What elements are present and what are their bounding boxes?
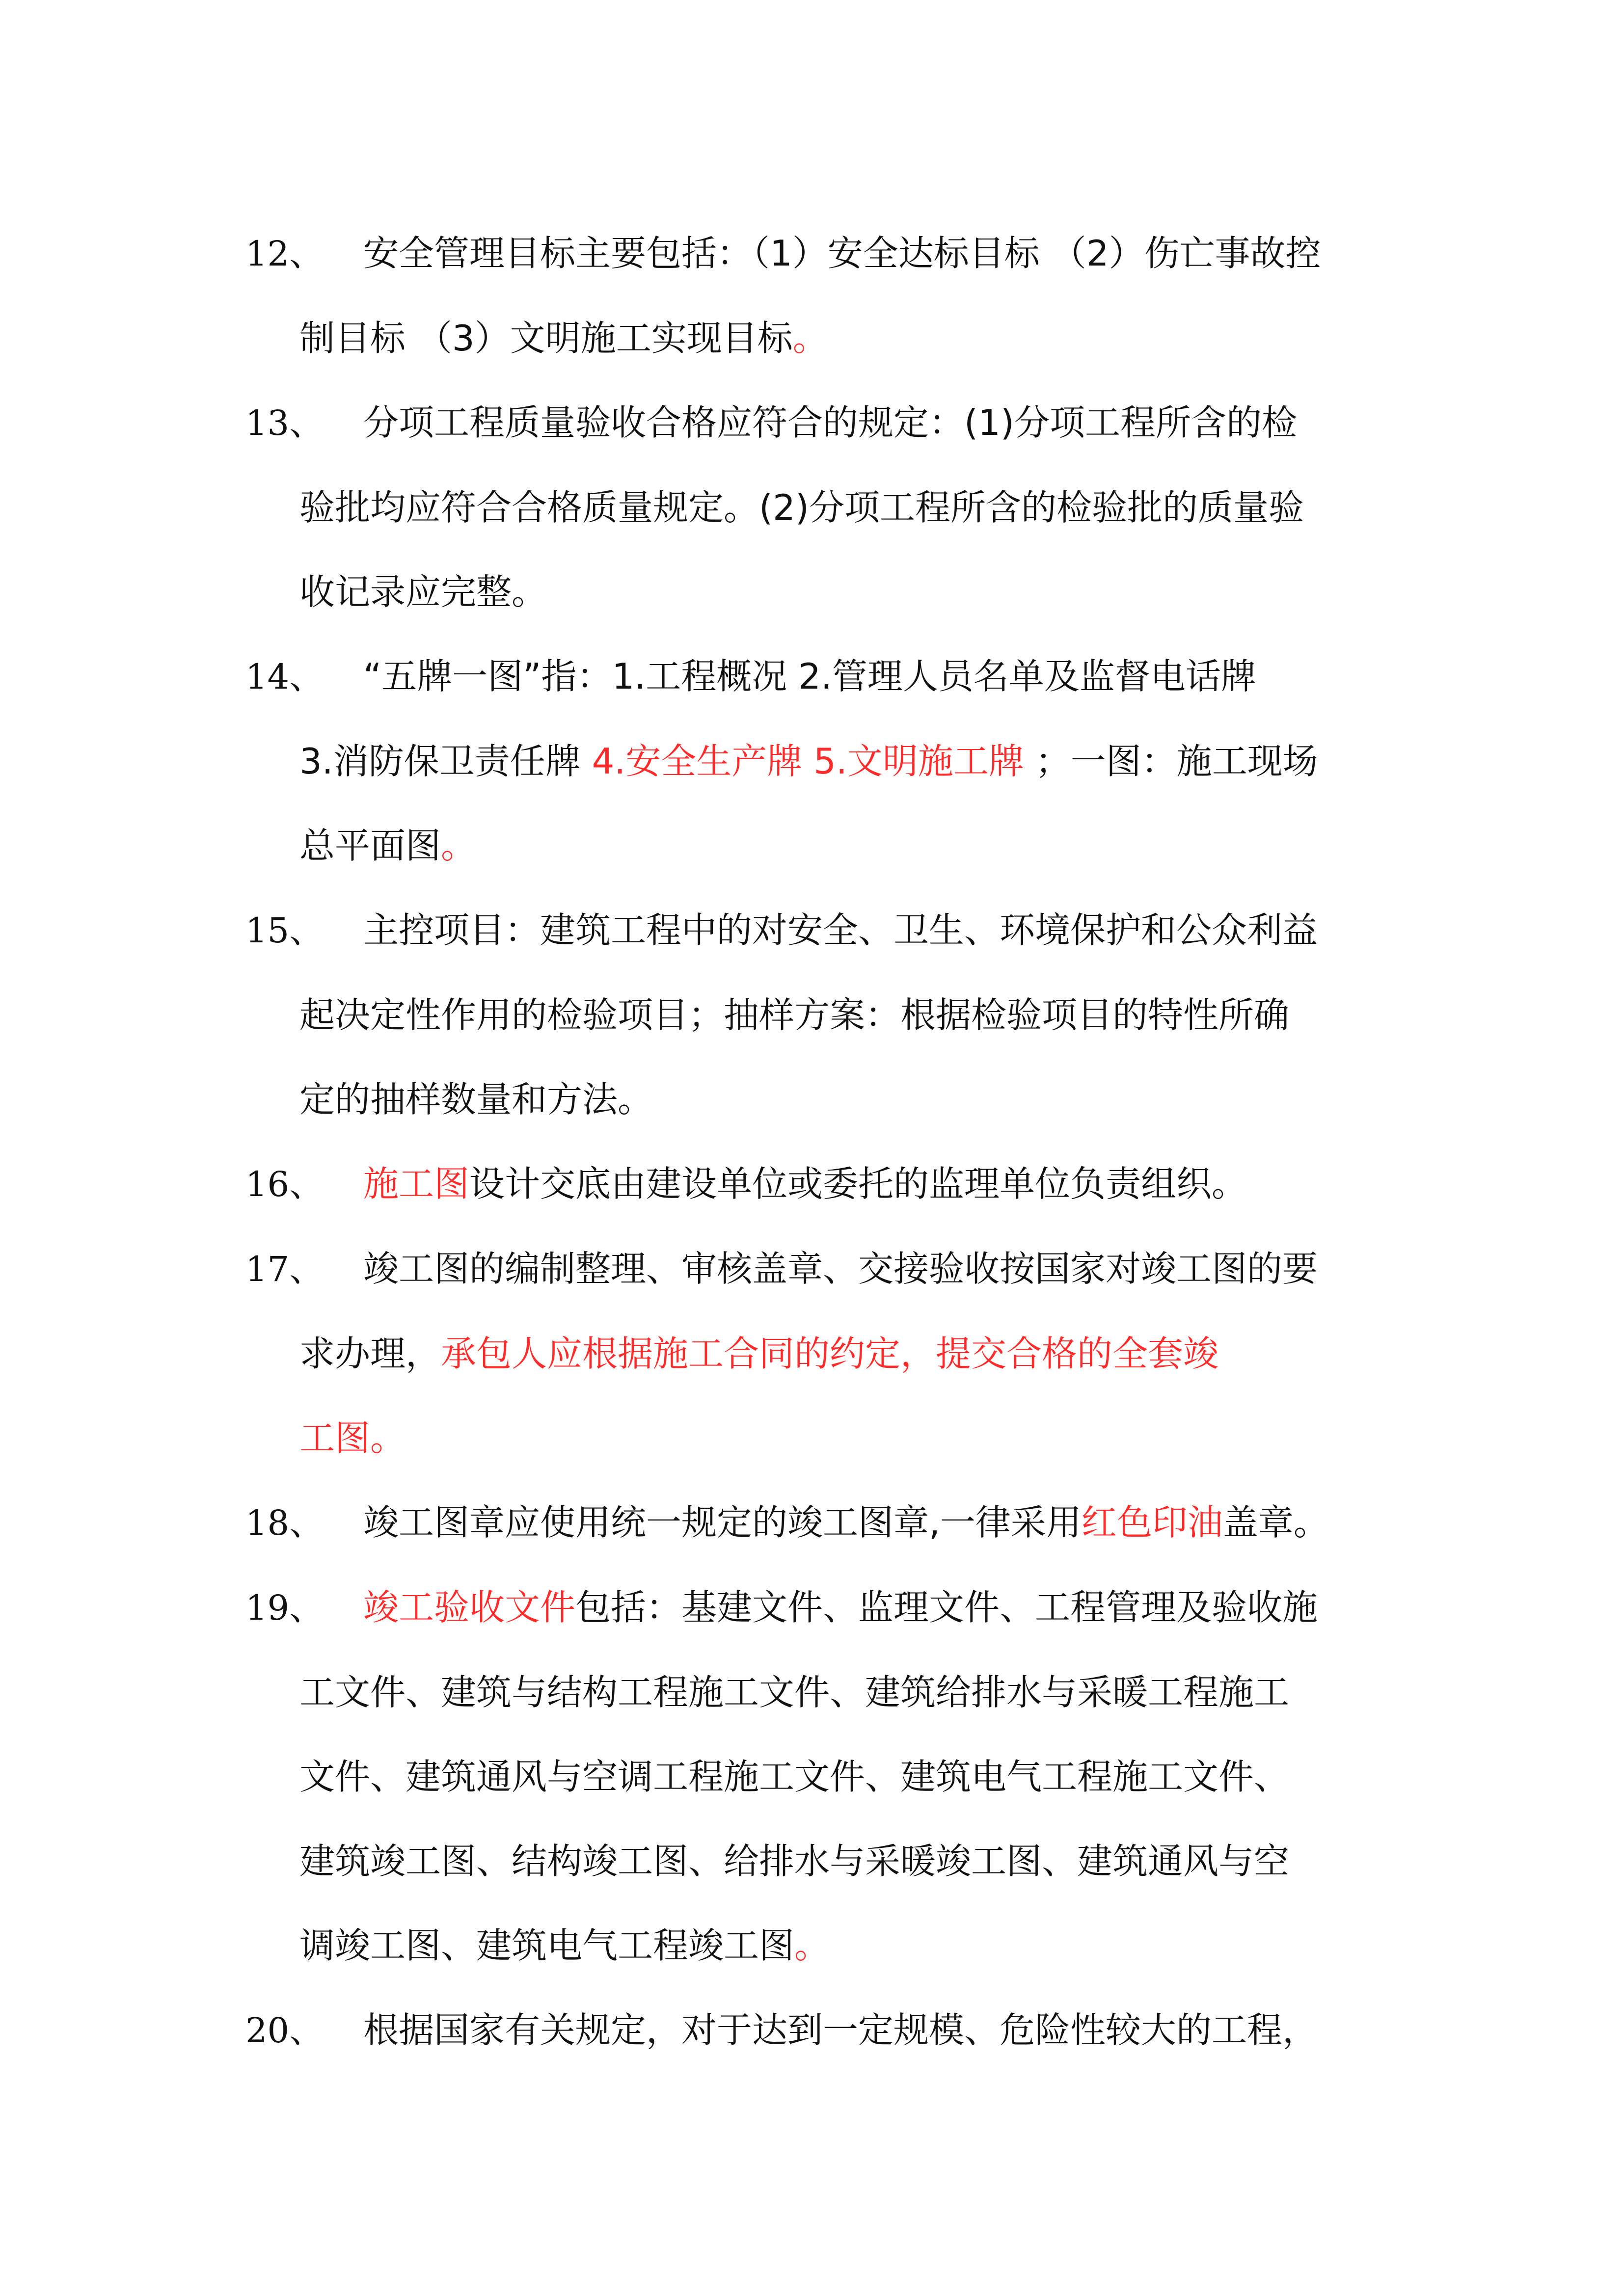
item-number: 19、 xyxy=(245,1588,324,1628)
list-item-line xyxy=(245,634,1414,719)
item-number: 15、 xyxy=(245,910,324,951)
item-text: 竣工图的编制整理、审核盖章、交接验收按国家对竣工图的要 xyxy=(363,1248,1318,1289)
list-item-line xyxy=(245,1311,1414,1396)
item-text: 收记录应完整。 xyxy=(299,571,547,613)
list-item-line xyxy=(245,888,1414,973)
list-item-line xyxy=(245,1057,1414,1142)
list-item-line xyxy=(245,719,1414,803)
list-item-line xyxy=(245,1480,1414,1565)
item-number: 14、 xyxy=(245,657,324,697)
item-text: 文件、建筑通风与空调工程施工文件、建筑电气工程施工文件、 xyxy=(299,1756,1290,1797)
list-item-line xyxy=(245,1396,1414,1480)
list-item xyxy=(245,1480,1414,1565)
list-item-line xyxy=(245,1650,1414,1735)
item-text: 起决定性作用的检验项目；抽样方案：根据检验项目的特性所确 xyxy=(299,994,1290,1036)
item-text: 主控项目：建筑工程中的对安全、卫生、环境保护和公众利益 xyxy=(363,909,1318,951)
item-text: 验批均应符合合格质量规定。(2)分项工程所含的检验批的质量验 xyxy=(299,487,1304,528)
list-item xyxy=(245,634,1414,888)
item-number: 16、 xyxy=(245,1164,324,1204)
list-item-line xyxy=(245,1903,1414,1988)
highlighted-text: 。 xyxy=(441,825,477,866)
list-item xyxy=(245,888,1414,1142)
list-item xyxy=(245,1142,1414,1227)
numbered-list xyxy=(245,211,1414,2073)
list-item-line xyxy=(245,465,1414,550)
list-item xyxy=(245,211,1414,380)
list-item-line xyxy=(245,211,1414,296)
highlighted-text: 4.安全生产牌 5.文明施工牌 xyxy=(592,741,1024,782)
list-item xyxy=(245,1565,1414,1988)
list-item-line xyxy=(245,803,1414,888)
item-text: 3.消防保卫责任牌 xyxy=(299,741,592,782)
item-text: 盖章。 xyxy=(1222,1502,1329,1543)
item-text: 求办理， xyxy=(299,1333,441,1374)
list-item-line xyxy=(245,1988,1414,2073)
item-text: 设计交底由建设单位或委托的监理单位负责组织。 xyxy=(469,1163,1247,1204)
list-item-line xyxy=(245,1227,1414,1311)
list-item-line xyxy=(245,550,1414,634)
item-number: 13、 xyxy=(245,403,324,443)
item-text: 根据国家有关规定，对于达到一定规模、危险性较大的工程， xyxy=(363,2009,1318,2051)
highlighted-text: 红色印油 xyxy=(1081,1502,1223,1543)
list-item-line xyxy=(245,973,1414,1057)
item-text: 总平面图 xyxy=(299,825,441,866)
list-item-line xyxy=(245,1142,1414,1227)
item-text: “五牌一图”指：1.工程概况 2.管理人员名单及监督电话牌 xyxy=(363,656,1256,697)
highlighted-text: 竣工验收文件 xyxy=(363,1587,576,1628)
item-text: 制目标 （3）文明施工实现目标 xyxy=(299,318,793,359)
highlighted-text: 工图。 xyxy=(299,1417,406,1459)
item-text: ；一图：施工现场 xyxy=(1024,741,1318,782)
item-number: 20、 xyxy=(245,2010,324,2051)
list-item-line xyxy=(245,380,1414,465)
item-number: 17、 xyxy=(245,1249,324,1289)
highlighted-text: 施工图 xyxy=(363,1163,470,1204)
item-text: 竣工图章应使用统一规定的竣工图章,一律采用 xyxy=(363,1502,1082,1543)
item-text: 安全管理目标主要包括：（1）安全达标目标 （2）伤亡事故控 xyxy=(363,233,1321,274)
item-text: 工文件、建筑与结构工程施工文件、建筑给排水与采暖工程施工 xyxy=(299,1672,1290,1713)
highlighted-text: 。 xyxy=(792,318,828,359)
list-item xyxy=(245,1988,1414,2073)
list-item-line xyxy=(245,1735,1414,1819)
list-item xyxy=(245,1227,1414,1480)
item-text: 定的抽样数量和方法。 xyxy=(299,1079,653,1120)
item-number: 12、 xyxy=(245,234,324,274)
item-text: 建筑竣工图、结构竣工图、给排水与采暖竣工图、建筑通风与空 xyxy=(299,1841,1290,1882)
item-number: 18、 xyxy=(245,1503,324,1543)
item-text: 分项工程质量验收合格应符合的规定：(1)分项工程所含的检 xyxy=(363,402,1297,443)
highlighted-text: 承包人应根据施工合同的约定，提交合格的全套竣 xyxy=(441,1333,1219,1374)
item-text: 包括：基建文件、监理文件、工程管理及验收施 xyxy=(575,1587,1318,1628)
highlighted-text: 。 xyxy=(794,1925,830,1966)
list-item-line xyxy=(245,1819,1414,1903)
item-text: 调竣工图、建筑电气工程竣工图 xyxy=(299,1925,795,1966)
list-item-line xyxy=(245,1565,1414,1650)
list-item-line xyxy=(245,296,1414,380)
list-item xyxy=(245,380,1414,634)
